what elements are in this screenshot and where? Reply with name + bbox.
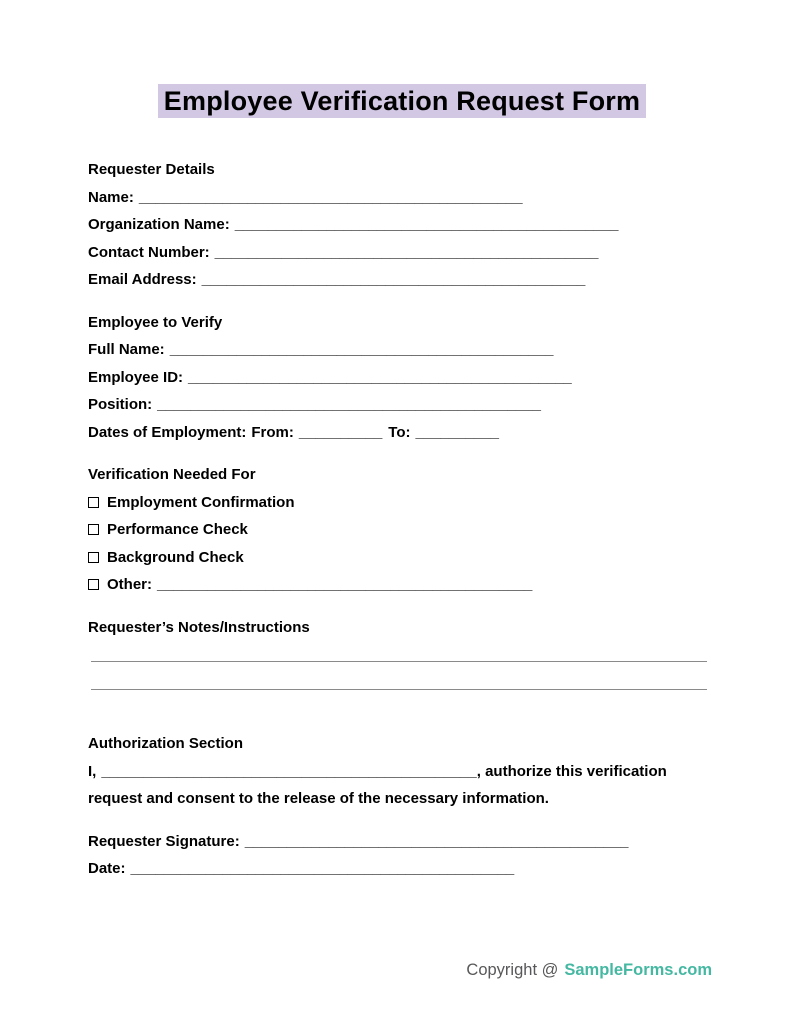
authorization-i-line: _____________________________________________ — [101, 762, 477, 780]
checkbox-icon[interactable] — [88, 524, 99, 535]
option-label-performance-check: Performance Check — [107, 521, 248, 538]
checkbox-row-background-check — [88, 544, 716, 572]
checkbox-row-employment-confirmation — [88, 489, 716, 517]
authorization-statement — [88, 758, 716, 813]
notes-lines — [88, 661, 716, 690]
signature-block — [88, 828, 716, 883]
field-row-employee-id — [88, 364, 716, 392]
section-verification-needed-for — [88, 461, 716, 599]
checkbox-icon[interactable] — [88, 497, 99, 508]
page-title-highlight: Employee Verification Request Form — [158, 84, 646, 118]
notes-line-2 — [91, 689, 707, 690]
field-line-name: ______________________________________________ — [138, 188, 523, 206]
field-label-name: Name: — [88, 188, 134, 206]
checkbox-row-other — [88, 571, 716, 599]
section-heading-requester-notes: Requester’s Notes/Instructions — [88, 618, 310, 636]
checkbox-icon[interactable] — [88, 552, 99, 563]
field-label-organization-name: Organization Name: — [88, 216, 230, 233]
option-label-background-check: Background Check — [107, 548, 244, 566]
notes-line-1 — [91, 661, 707, 662]
copyright-text: Copyright @ — [466, 961, 559, 979]
field-line-organization-name: ______________________________________________ — [234, 216, 619, 233]
section-authorization — [88, 730, 716, 883]
field-label-requester-signature: Requester Signature: — [88, 832, 240, 850]
field-line-employee-id: ______________________________________________ — [188, 368, 572, 386]
field-line-contact-number: ______________________________________________ — [214, 243, 599, 261]
field-label-date: Date: — [88, 860, 126, 877]
field-label-to: To: — [388, 423, 411, 441]
field-label-email-address: Email Address: — [88, 271, 197, 288]
field-label-employee-id: Employee ID: — [88, 368, 184, 386]
field-line-full-name: ______________________________________________ — [169, 341, 554, 358]
field-row-position — [88, 391, 716, 419]
field-row-date — [88, 855, 716, 883]
field-row-email-address — [88, 266, 716, 294]
section-heading-verification-needed-for: Verification Needed For — [88, 466, 256, 483]
field-row-contact-number — [88, 239, 716, 267]
checkbox-icon[interactable] — [88, 579, 99, 590]
section-employee-to-verify — [88, 309, 716, 447]
field-line-date: ______________________________________________ — [130, 860, 515, 877]
section-heading-authorization: Authorization Section — [88, 735, 243, 752]
authorization-i-label: I, — [88, 762, 97, 780]
field-line-other: _____________________________________________ — [157, 576, 533, 593]
field-label-dates-of-employment: Dates of Employment: — [88, 423, 247, 441]
field-label-from: From: — [251, 423, 294, 441]
field-line-from: __________ — [298, 423, 383, 441]
section-heading-requester-details: Requester Details — [88, 161, 215, 178]
field-row-dates-of-employment — [88, 419, 716, 447]
field-row-name — [88, 184, 716, 212]
page-title — [88, 84, 716, 118]
field-row-full-name — [88, 336, 716, 364]
footer — [466, 956, 712, 984]
checkbox-row-performance-check — [88, 516, 716, 544]
field-row-organization-name — [88, 211, 716, 239]
field-label-full-name: Full Name: — [88, 341, 165, 358]
field-line-email-address: ______________________________________________ — [201, 271, 586, 288]
option-label-other: Other: — [107, 576, 152, 593]
field-line-to: __________ — [415, 423, 499, 441]
field-line-position: ______________________________________________ — [157, 396, 541, 413]
field-row-requester-signature — [88, 828, 716, 856]
section-heading-employee-to-verify: Employee to Verify — [88, 313, 223, 331]
section-requester-details — [88, 156, 716, 294]
field-label-position: Position: — [88, 396, 153, 413]
field-label-contact-number: Contact Number: — [88, 243, 210, 261]
sampleforms-link[interactable]: SampleForms.com — [564, 961, 712, 979]
field-line-requester-signature: ______________________________________________ — [244, 832, 629, 850]
authorization-statement-text: , authorize this verification request and consent to the release of the necessary information. — [88, 762, 667, 807]
section-requester-notes — [88, 614, 716, 691]
option-label-employment-confirmation: Employment Confirmation — [107, 493, 295, 511]
